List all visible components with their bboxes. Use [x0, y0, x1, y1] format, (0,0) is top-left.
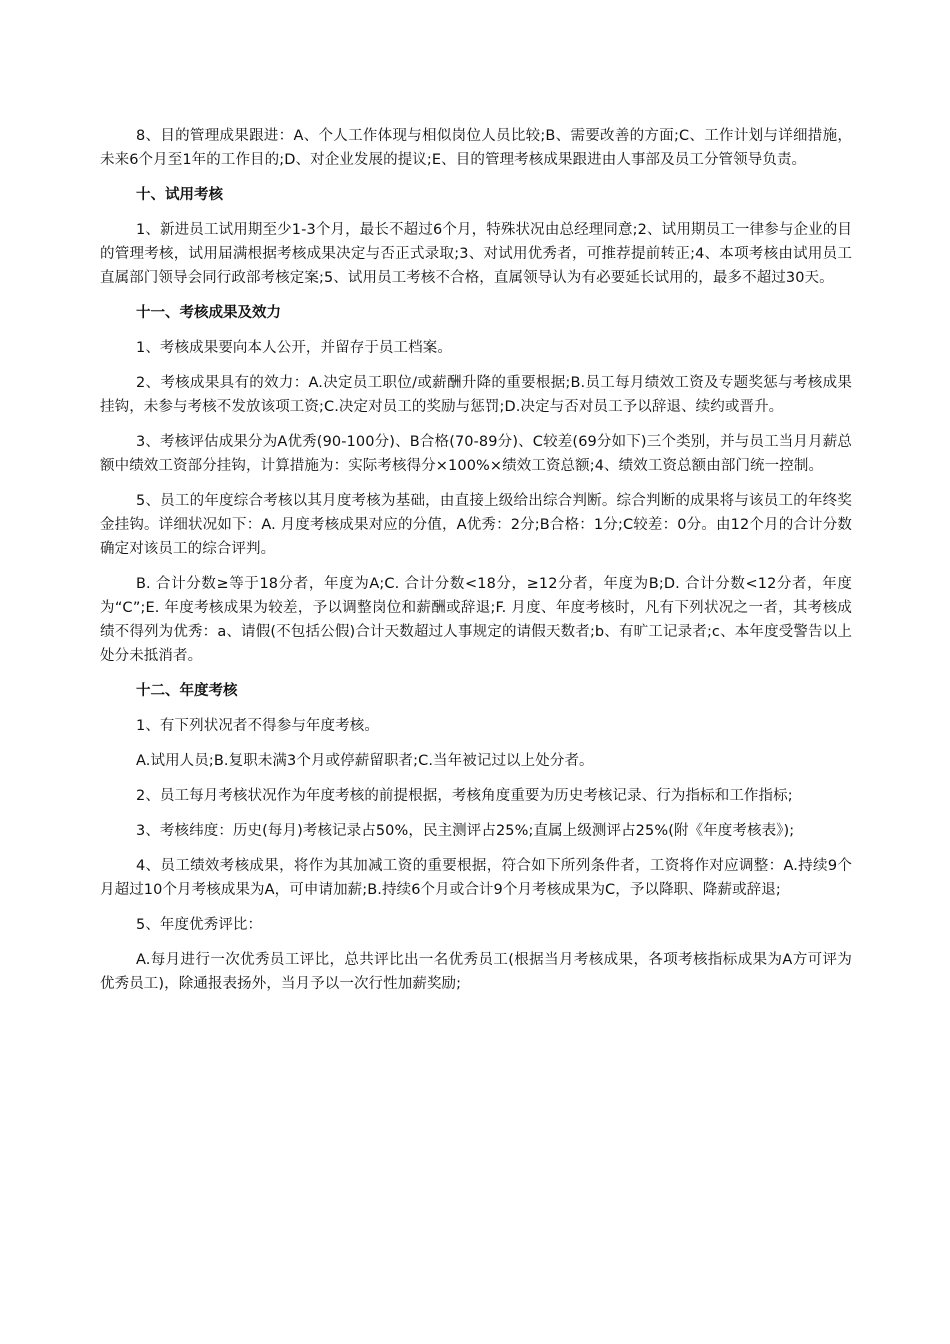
section-heading-probation: 十、试用考核 [136, 187, 223, 203]
paragraph-results-2: 2、考核成果具有的效力：A.决定员工职位/或薪酬升降的重要根据;B.员工每月绩效工资及专题奖惩与考核成果挂钩，未参与考核不发放该项工资;C.决定对员工的奖励与惩罚;D.决定与否对员工予以辞退、续约或晋升。 [100, 375, 852, 415]
document-body [100, 124, 852, 1007]
paragraph-results-scoring: B. 合计分数≥等于18分者，年度为A;C. 合计分数<18分，≥12分者，年度为B;D. 合计分数<12分者，年度为“C”;E. 年度考核成果为较差，予以调整岗位和薪酬或辞退;F. 月度、年度考核时，凡有下列状况之一者，其考核成绩不得列为优秀：a、请假(不包括公假)合计天数超过人事规定的请假天数者;b、有旷工记录者;c、本年度受警告以上处分未抵消者。 [100, 576, 852, 664]
paragraph-annual-1: 1、有下列状况者不得参与年度考核。 [136, 718, 379, 734]
paragraph-annual-4: 4、员工绩效考核成果，将作为其加减工资的重要根据，符合如下所列条件者，工资将作对应调整：A.持续9个月超过10个月考核成果为A，可申请加薪;B.持续6个月或合计9个月考核成果为C，予以降职、降薪或辞退; [100, 858, 852, 898]
paragraph-annual-5: 5、年度优秀评比： [136, 917, 263, 933]
paragraph-results-1: 1、考核成果要向本人公开，并留存于员工档案。 [136, 340, 452, 356]
paragraph-8-goal-followup: 8、目的管理成果跟进：A、个人工作体现与相似岗位人员比较;B、需要改善的方面;C、工作计划与详细措施，未来6个月至1年的工作目的;D、对企业发展的提议;E、目的管理考核成果跟进由人事部及员工分管领导负责。 [100, 128, 852, 168]
paragraph-annual-exclusions: A.试用人员;B.复职未满3个月或停薪留职者;C.当年被记过以上处分者。 [136, 753, 594, 769]
paragraph-annual-5a: A.每月进行一次优秀员工评比，总共评比出一名优秀员工(根据当月考核成果，各项考核指标成果为A方可评为优秀员工)，除通报表扬外，当月予以一次行性加薪奖励; [100, 952, 852, 992]
paragraph-results-5: 5、员工的年度综合考核以其月度考核为基础，由直接上级给出综合判断。综合判断的成果将与该员工的年终奖金挂钩。详细状况如下：A. 月度考核成果对应的分值，A优秀：2分;B合格：1分;C较差：0分。由12个月的合计分数确定对该员工的综合评判。 [100, 493, 852, 557]
paragraph-annual-2: 2、员工每月考核状况作为年度考核的前提根据，考核角度重要为历史考核记录、行为指标和工作指标; [136, 788, 793, 804]
section-heading-annual: 十二、年度考核 [136, 683, 238, 699]
paragraph-probation: 1、新进员工试用期至少1-3个月，最长不超过6个月，特殊状况由总经理同意;2、试用期员工一律参与企业的目的管理考核，试用届满根据考核成果决定与否正式录取;3、对试用优秀者，可推荐提前转正;4、本项考核由试用员工直属部门领导会同行政部考核定案;5、试用员工考核不合格，直属领导认为有必要延长试用的，最多不超过30天。 [100, 222, 852, 286]
paragraph-results-3: 3、考核评估成果分为A优秀(90-100分)、B合格(70-89分)、C较差(69分如下)三个类别，并与员工当月月薪总额中绩效工资部分挂钩，计算措施为：实际考核得分×100%×绩效工资总额;4、绩效工资总额由部门统一控制。 [100, 434, 852, 474]
paragraph-annual-3: 3、考核纬度：历史(每月)考核记录占50%，民主测评占25%;直属上级测评占25%(附《年度考核表》); [136, 823, 795, 839]
section-heading-results-effect: 十一、考核成果及效力 [136, 305, 281, 321]
